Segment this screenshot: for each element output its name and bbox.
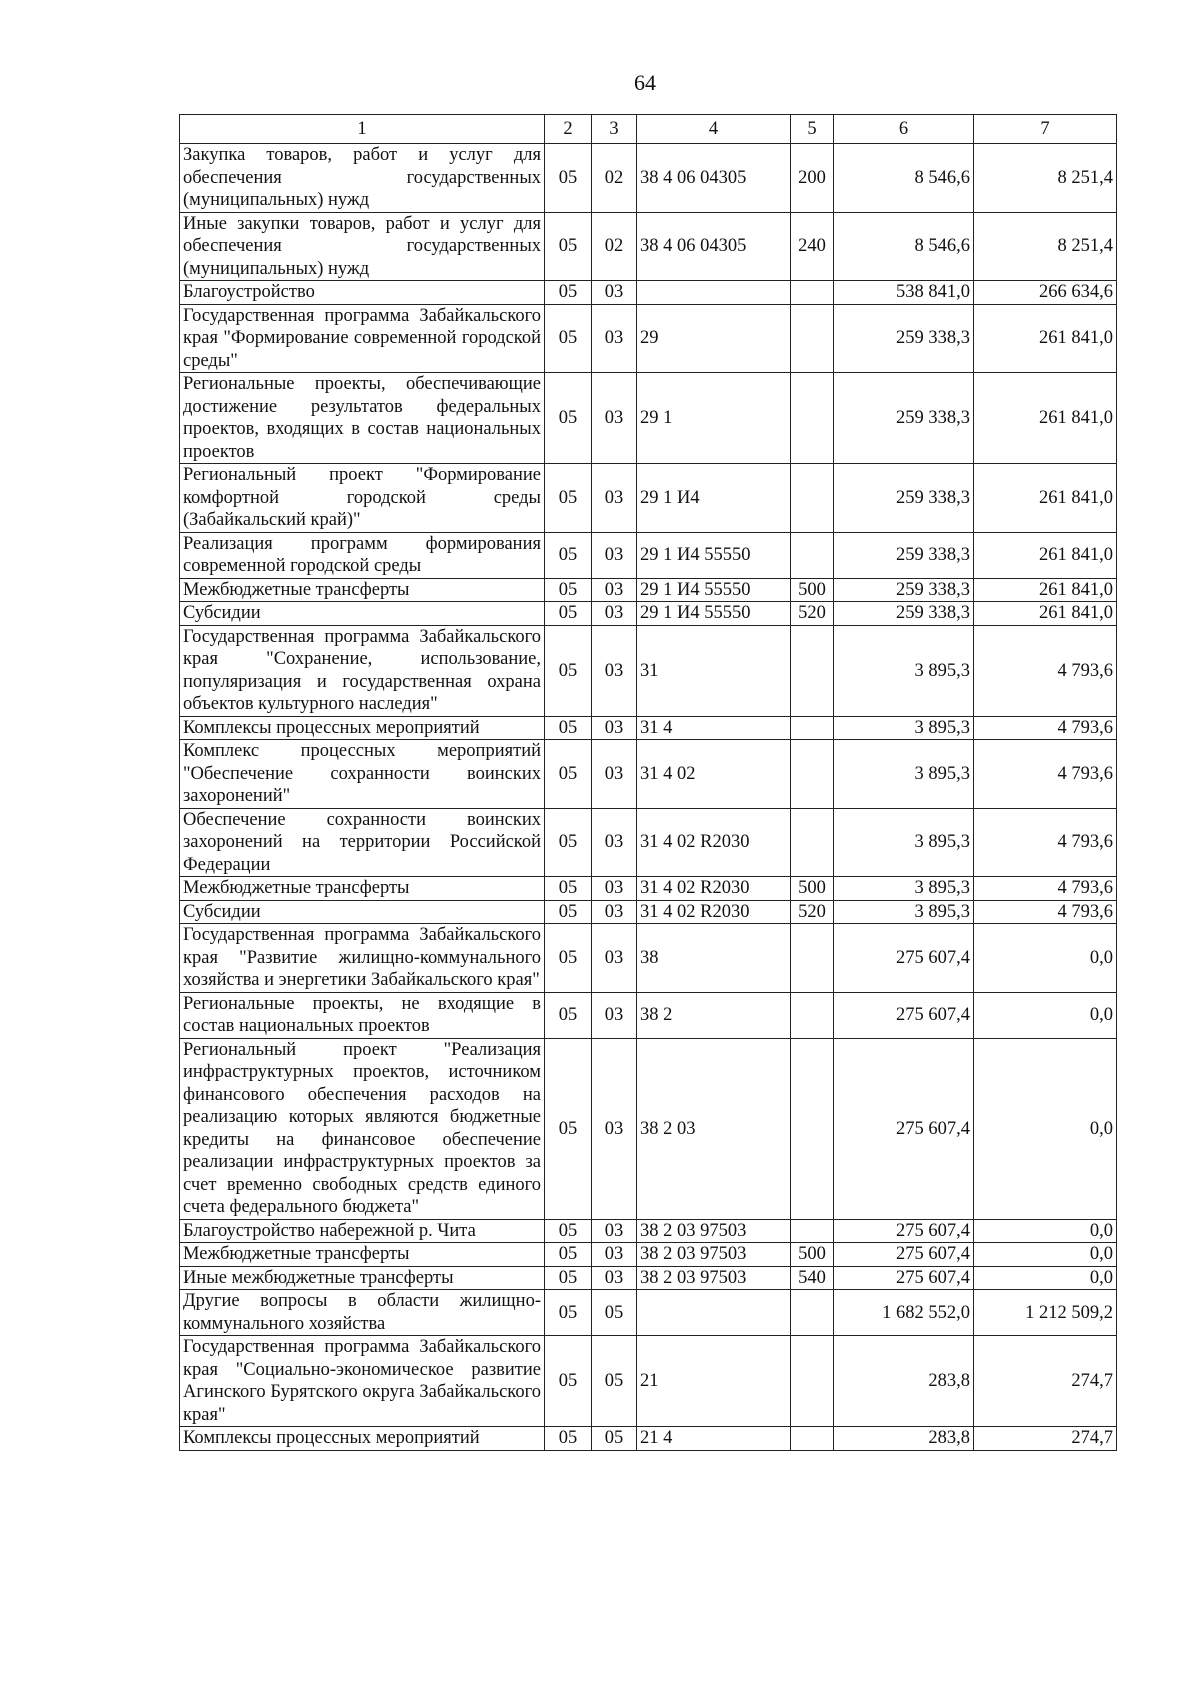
table-row <box>180 1219 1117 1243</box>
row-name-cell: Комплексы процессных мероприятий <box>180 1427 545 1451</box>
column-header: 4 <box>637 115 791 144</box>
table-row <box>180 144 1117 213</box>
subsection-code-cell: 03 <box>592 532 637 578</box>
subsection-code-cell: 03 <box>592 1243 637 1267</box>
page-number: 64 <box>634 70 656 95</box>
column-header: 1 <box>180 115 545 144</box>
subsection-code-cell: 03 <box>592 1219 637 1243</box>
subsection-code-cell: 03 <box>592 281 637 305</box>
section-code-cell: 05 <box>545 373 592 464</box>
amount-year2-cell: 266 634,6 <box>974 281 1117 305</box>
section-code-cell: 05 <box>545 1336 592 1427</box>
row-name-cell: Региональные проекты, не входящие в состав национальных проектов <box>180 992 545 1038</box>
amount-year2-cell: 4 793,6 <box>974 625 1117 716</box>
amount-year1-cell: 259 338,3 <box>834 304 974 373</box>
amount-year2-cell: 261 841,0 <box>974 464 1117 533</box>
subsection-code-cell: 05 <box>592 1290 637 1336</box>
target-article-cell: 21 <box>637 1336 791 1427</box>
section-code-cell: 05 <box>545 992 592 1038</box>
target-article-cell: 29 1 И4 55550 <box>637 578 791 602</box>
amount-year1-cell: 259 338,3 <box>834 578 974 602</box>
expense-type-cell: 520 <box>791 602 834 626</box>
amount-year1-cell: 3 895,3 <box>834 625 974 716</box>
target-article-cell: 29 1 И4 55550 <box>637 532 791 578</box>
row-name-cell: Другие вопросы в области жилищно-коммунального хозяйства <box>180 1290 545 1336</box>
row-name-cell: Закупка товаров, работ и услуг для обеспечения государственных (муниципальных) нужд <box>180 144 545 213</box>
row-name-cell: Комплекс процессных мероприятий "Обеспечение сохранности воинских захоронений" <box>180 740 545 809</box>
amount-year2-cell: 261 841,0 <box>974 373 1117 464</box>
expense-type-cell <box>791 924 834 993</box>
amount-year2-cell: 261 841,0 <box>974 532 1117 578</box>
amount-year1-cell: 259 338,3 <box>834 373 974 464</box>
amount-year1-cell: 8 546,6 <box>834 212 974 281</box>
expense-type-cell <box>791 464 834 533</box>
amount-year1-cell: 283,8 <box>834 1336 974 1427</box>
target-article-cell: 38 2 03 97503 <box>637 1266 791 1290</box>
expense-type-cell <box>791 1336 834 1427</box>
amount-year1-cell: 275 607,4 <box>834 1266 974 1290</box>
expense-type-cell: 500 <box>791 1243 834 1267</box>
section-code-cell: 05 <box>545 808 592 877</box>
target-article-cell: 38 2 <box>637 992 791 1038</box>
row-name-cell: Государственная программа Забайкальского края "Развитие жилищно-коммунального хозяйства и энергетики Забайкальского края" <box>180 924 545 993</box>
amount-year1-cell: 1 682 552,0 <box>834 1290 974 1336</box>
expense-type-cell <box>791 281 834 305</box>
amount-year1-cell: 259 338,3 <box>834 532 974 578</box>
section-code-cell: 05 <box>545 1038 592 1219</box>
amount-year1-cell: 3 895,3 <box>834 716 974 740</box>
row-name-cell: Обеспечение сохранности воинских захоронений на территории Российской Федерации <box>180 808 545 877</box>
expense-type-cell <box>791 532 834 578</box>
budget-table <box>179 114 1117 1451</box>
section-code-cell: 05 <box>545 900 592 924</box>
subsection-code-cell: 03 <box>592 625 637 716</box>
section-code-cell: 05 <box>545 1219 592 1243</box>
table-header-row <box>180 115 1117 144</box>
amount-year2-cell: 8 251,4 <box>974 212 1117 281</box>
row-name-cell: Региональный проект "Формирование комфортной городской среды (Забайкальский край)" <box>180 464 545 533</box>
amount-year1-cell: 275 607,4 <box>834 1038 974 1219</box>
amount-year2-cell: 274,7 <box>974 1336 1117 1427</box>
target-article-cell: 21 4 <box>637 1427 791 1451</box>
column-header: 3 <box>592 115 637 144</box>
table-row <box>180 625 1117 716</box>
target-article-cell: 38 2 03 97503 <box>637 1219 791 1243</box>
column-header: 6 <box>834 115 974 144</box>
row-name-cell: Реализация программ формирования современной городской среды <box>180 532 545 578</box>
table-row <box>180 304 1117 373</box>
amount-year1-cell: 275 607,4 <box>834 1219 974 1243</box>
row-name-cell: Комплексы процессных мероприятий <box>180 716 545 740</box>
expense-type-cell <box>791 1427 834 1451</box>
expense-type-cell <box>791 1038 834 1219</box>
target-article-cell: 31 4 <box>637 716 791 740</box>
target-article-cell: 38 2 03 <box>637 1038 791 1219</box>
table-row <box>180 1290 1117 1336</box>
amount-year1-cell: 283,8 <box>834 1427 974 1451</box>
target-article-cell: 31 4 02 R2030 <box>637 900 791 924</box>
row-name-cell: Межбюджетные трансферты <box>180 877 545 901</box>
amount-year1-cell: 259 338,3 <box>834 602 974 626</box>
table-row <box>180 212 1117 281</box>
amount-year1-cell: 3 895,3 <box>834 808 974 877</box>
amount-year2-cell: 0,0 <box>974 1243 1117 1267</box>
subsection-code-cell: 03 <box>592 578 637 602</box>
target-article-cell: 31 4 02 <box>637 740 791 809</box>
table-row <box>180 1038 1117 1219</box>
amount-year2-cell: 1 212 509,2 <box>974 1290 1117 1336</box>
expense-type-cell: 540 <box>791 1266 834 1290</box>
subsection-code-cell: 02 <box>592 212 637 281</box>
section-code-cell: 05 <box>545 924 592 993</box>
section-code-cell: 05 <box>545 740 592 809</box>
table-row <box>180 464 1117 533</box>
subsection-code-cell: 03 <box>592 716 637 740</box>
amount-year2-cell: 0,0 <box>974 1038 1117 1219</box>
table-row <box>180 578 1117 602</box>
amount-year2-cell: 4 793,6 <box>974 808 1117 877</box>
subsection-code-cell: 05 <box>592 1427 637 1451</box>
subsection-code-cell: 03 <box>592 808 637 877</box>
section-code-cell: 05 <box>545 602 592 626</box>
expense-type-cell <box>791 1219 834 1243</box>
amount-year2-cell: 4 793,6 <box>974 877 1117 901</box>
row-name-cell: Государственная программа Забайкальского края "Социально-экономическое развитие Агинского Бурятского округа Забайкальского края" <box>180 1336 545 1427</box>
subsection-code-cell: 03 <box>592 304 637 373</box>
table-body <box>180 144 1117 1451</box>
row-name-cell: Региональные проекты, обеспечивающие достижение результатов федеральных проектов, входящих в состав национальных проектов <box>180 373 545 464</box>
expense-type-cell <box>791 373 834 464</box>
row-name-cell: Иные межбюджетные трансферты <box>180 1266 545 1290</box>
table-row <box>180 281 1117 305</box>
expense-type-cell: 500 <box>791 578 834 602</box>
table-row <box>180 877 1117 901</box>
row-name-cell: Региональный проект "Реализация инфраструктурных проектов, источником финансового обеспечения расходов на реализацию которых являются бюджетные кредиты на финансовое обеспечение реализации инфраструктурных проектов за счет временно свободных средств единого счета федерального бюджета" <box>180 1038 545 1219</box>
table-row <box>180 1266 1117 1290</box>
target-article-cell: 38 4 06 04305 <box>637 212 791 281</box>
target-article-cell: 38 <box>637 924 791 993</box>
amount-year1-cell: 8 546,6 <box>834 144 974 213</box>
section-code-cell: 05 <box>545 212 592 281</box>
amount-year1-cell: 275 607,4 <box>834 924 974 993</box>
row-name-cell: Государственная программа Забайкальского края "Сохранение, использование, популяризация и государственная охрана объектов культурного наследия" <box>180 625 545 716</box>
amount-year1-cell: 275 607,4 <box>834 1243 974 1267</box>
target-article-cell: 31 <box>637 625 791 716</box>
section-code-cell: 05 <box>545 1427 592 1451</box>
table-row <box>180 900 1117 924</box>
column-header: 7 <box>974 115 1117 144</box>
section-code-cell: 05 <box>545 716 592 740</box>
amount-year2-cell: 4 793,6 <box>974 716 1117 740</box>
table-row <box>180 740 1117 809</box>
amount-year2-cell: 0,0 <box>974 924 1117 993</box>
target-article-cell <box>637 281 791 305</box>
amount-year2-cell: 8 251,4 <box>974 144 1117 213</box>
section-code-cell: 05 <box>545 532 592 578</box>
row-name-cell: Межбюджетные трансферты <box>180 578 545 602</box>
section-code-cell: 05 <box>545 625 592 716</box>
subsection-code-cell: 05 <box>592 1336 637 1427</box>
amount-year1-cell: 3 895,3 <box>834 900 974 924</box>
amount-year1-cell: 259 338,3 <box>834 464 974 533</box>
row-name-cell: Субсидии <box>180 900 545 924</box>
subsection-code-cell: 03 <box>592 877 637 901</box>
table-row <box>180 924 1117 993</box>
row-name-cell: Благоустройство набережной р. Чита <box>180 1219 545 1243</box>
row-name-cell: Субсидии <box>180 602 545 626</box>
row-name-cell: Иные закупки товаров, работ и услуг для обеспечения государственных (муниципальных) нужд <box>180 212 545 281</box>
amount-year2-cell: 4 793,6 <box>974 900 1117 924</box>
amount-year2-cell: 4 793,6 <box>974 740 1117 809</box>
section-code-cell: 05 <box>545 1290 592 1336</box>
amount-year2-cell: 0,0 <box>974 1266 1117 1290</box>
subsection-code-cell: 03 <box>592 464 637 533</box>
target-article-cell: 38 4 06 04305 <box>637 144 791 213</box>
subsection-code-cell: 03 <box>592 924 637 993</box>
subsection-code-cell: 03 <box>592 373 637 464</box>
section-code-cell: 05 <box>545 1266 592 1290</box>
target-article-cell: 29 1 <box>637 373 791 464</box>
expense-type-cell <box>791 1290 834 1336</box>
section-code-cell: 05 <box>545 464 592 533</box>
section-code-cell: 05 <box>545 877 592 901</box>
column-header: 5 <box>791 115 834 144</box>
target-article-cell: 38 2 03 97503 <box>637 1243 791 1267</box>
section-code-cell: 05 <box>545 1243 592 1267</box>
amount-year2-cell: 261 841,0 <box>974 304 1117 373</box>
table-row <box>180 1243 1117 1267</box>
subsection-code-cell: 03 <box>592 992 637 1038</box>
expense-type-cell <box>791 992 834 1038</box>
section-code-cell: 05 <box>545 304 592 373</box>
amount-year2-cell: 0,0 <box>974 992 1117 1038</box>
row-name-cell: Государственная программа Забайкальского края "Формирование современной городской среды" <box>180 304 545 373</box>
target-article-cell <box>637 1290 791 1336</box>
subsection-code-cell: 03 <box>592 1266 637 1290</box>
table-row <box>180 808 1117 877</box>
amount-year2-cell: 261 841,0 <box>974 578 1117 602</box>
amount-year2-cell: 0,0 <box>974 1219 1117 1243</box>
row-name-cell: Благоустройство <box>180 281 545 305</box>
section-code-cell: 05 <box>545 144 592 213</box>
expense-type-cell <box>791 716 834 740</box>
section-code-cell: 05 <box>545 578 592 602</box>
expense-type-cell <box>791 740 834 809</box>
table-row <box>180 373 1117 464</box>
expense-type-cell <box>791 808 834 877</box>
target-article-cell: 31 4 02 R2030 <box>637 877 791 901</box>
table-row <box>180 1427 1117 1451</box>
subsection-code-cell: 03 <box>592 740 637 809</box>
target-article-cell: 29 1 И4 55550 <box>637 602 791 626</box>
table-row <box>180 992 1117 1038</box>
subsection-code-cell: 03 <box>592 1038 637 1219</box>
section-code-cell: 05 <box>545 281 592 305</box>
row-name-cell: Межбюджетные трансферты <box>180 1243 545 1267</box>
target-article-cell: 29 <box>637 304 791 373</box>
expense-type-cell: 500 <box>791 877 834 901</box>
subsection-code-cell: 02 <box>592 144 637 213</box>
column-header: 2 <box>545 115 592 144</box>
amount-year1-cell: 3 895,3 <box>834 740 974 809</box>
table-row <box>180 532 1117 578</box>
expense-type-cell: 200 <box>791 144 834 213</box>
amount-year1-cell: 3 895,3 <box>834 877 974 901</box>
table-row <box>180 716 1117 740</box>
target-article-cell: 29 1 И4 <box>637 464 791 533</box>
table-row <box>180 602 1117 626</box>
amount-year2-cell: 274,7 <box>974 1427 1117 1451</box>
expense-type-cell <box>791 625 834 716</box>
subsection-code-cell: 03 <box>592 602 637 626</box>
table-row <box>180 1336 1117 1427</box>
amount-year2-cell: 261 841,0 <box>974 602 1117 626</box>
expense-type-cell <box>791 304 834 373</box>
amount-year1-cell: 538 841,0 <box>834 281 974 305</box>
target-article-cell: 31 4 02 R2030 <box>637 808 791 877</box>
expense-type-cell: 520 <box>791 900 834 924</box>
subsection-code-cell: 03 <box>592 900 637 924</box>
amount-year1-cell: 275 607,4 <box>834 992 974 1038</box>
expense-type-cell: 240 <box>791 212 834 281</box>
